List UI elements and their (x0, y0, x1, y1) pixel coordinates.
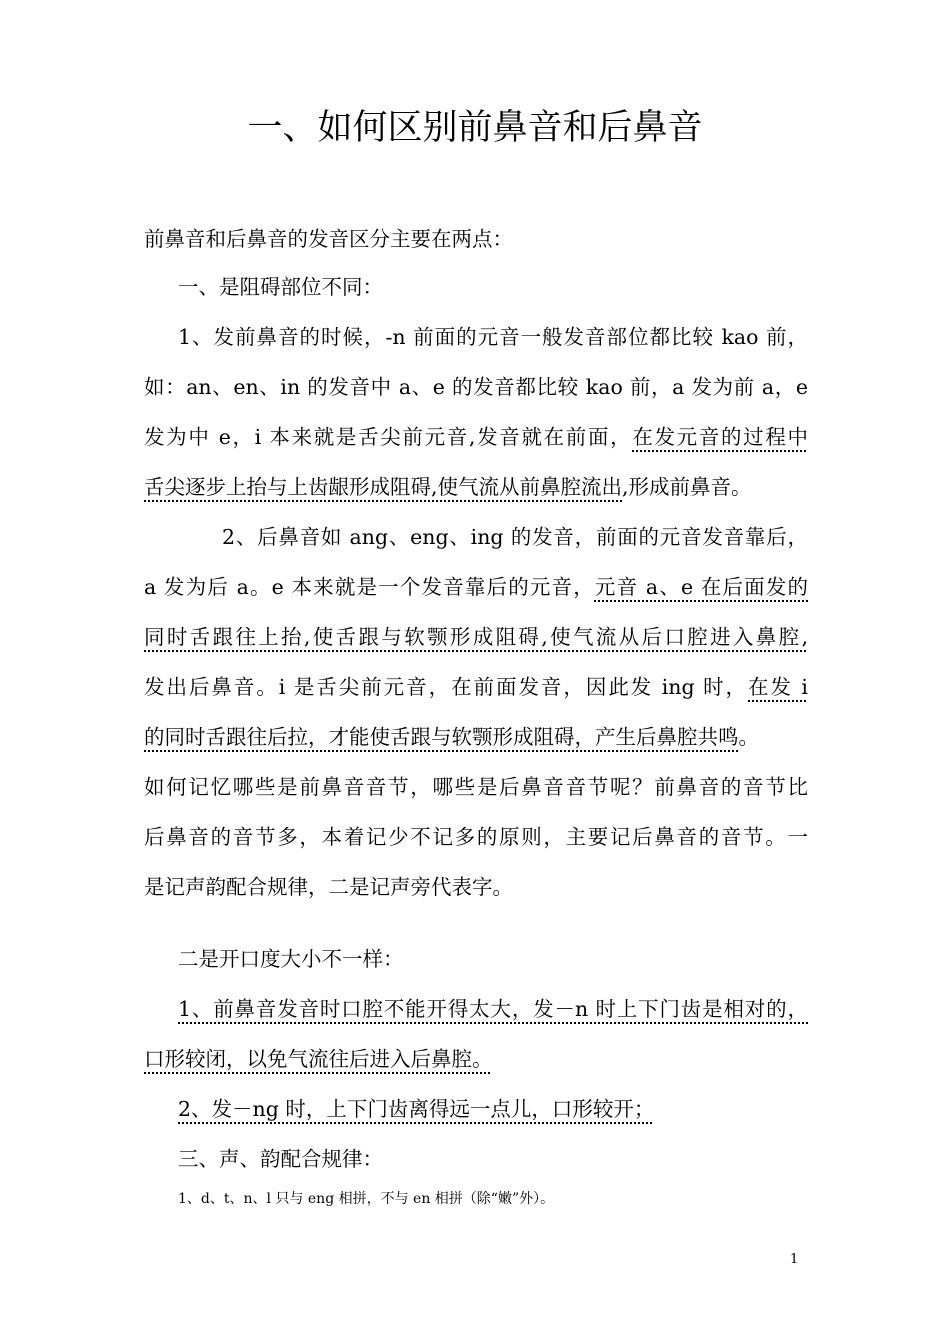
text-line (144, 822, 808, 852)
underlined-text: 口形较闭，以免气流往后进入后鼻腔。 (144, 1047, 493, 1071)
text-line (144, 572, 808, 602)
text-segment: 1、发前鼻音的时候，-n 前面的元音一般发音部位都比较 kao 前， (178, 325, 808, 349)
text-segment: 是记声韵配合规律，二是记声旁代表字。 (144, 875, 513, 899)
text-line (222, 522, 808, 552)
underlined-text: 2、发－ng 时，上下门齿离得远一点儿，口形较开； (178, 1097, 655, 1121)
text-segment: 三、声、韵配合规律： (178, 1147, 383, 1171)
underlined-text: 1、前鼻音发音时口腔不能开得太大，发－n 时上下门齿是相对的， (178, 997, 808, 1021)
text-line (144, 1044, 808, 1074)
text-segment: 。 (738, 725, 759, 749)
text-line (178, 1144, 808, 1174)
text-line (144, 622, 808, 652)
text-line (178, 272, 808, 302)
text-segment: 前鼻音和后鼻音的发音区分主要在两点： (144, 227, 513, 251)
page-number: 1 (790, 1252, 799, 1267)
text-line (178, 322, 808, 352)
text-segment: 发为中 e，i 本来就是舌尖前元音,发音就在前面， (144, 425, 633, 449)
text-segment: 如：an、en、in 的发音中 a、e 的发音都比较 kao 前，a 发为前 a，e (144, 375, 808, 399)
underlined-text: 的同时舌跟往后拉，才能使舌跟与软颚形成阻碍，产生后鼻腔共鸣 (144, 725, 739, 749)
text-line (144, 472, 808, 502)
underlined-text: 在发 i (748, 675, 808, 699)
text-line (178, 944, 808, 974)
text-line (144, 872, 808, 902)
underlined-text: 在发元音的过程中 (632, 425, 808, 449)
text-line (178, 1094, 808, 1124)
text-line (144, 722, 808, 752)
text-segment: ,形成前鼻音。 (622, 475, 752, 499)
text-line (144, 224, 808, 254)
text-line (144, 422, 808, 452)
underlined-text: 元音 a、e 在后面发的 (594, 575, 809, 599)
text-line (144, 772, 808, 802)
text-segment: a 发为后 a。e 本来就是一个发音靠后的元音， (144, 575, 595, 599)
text-segment: 2、后鼻音如 ang、eng、ing 的发音，前面的元音发音靠后， (222, 525, 808, 549)
text-segment: 如何记忆哪些是前鼻音音节，哪些是后鼻音音节呢？前鼻音的音节比 (144, 775, 808, 799)
text-line (144, 372, 808, 402)
text-line (144, 672, 808, 702)
text-segment: 二是开口度大小不一样： (178, 947, 404, 971)
underlined-text: 同时舌跟往上抬,使舌跟与软颚形成阻碍,使气流从后口腔进入鼻腔, (144, 625, 808, 649)
underlined-text: 舌尖逐步上抬与上齿龈形成阻碍,使气流从前鼻腔流出 (144, 475, 623, 499)
text-segment: 一、是阻碍部位不同： (178, 275, 383, 299)
text-line (178, 994, 808, 1024)
page-title: 一、如何区别前鼻音和后鼻音 (247, 108, 703, 148)
rule-line-small: 1、d、t、n、l 只与 eng 相拼，不与 en 相拼（除“嫩”外）。 (178, 1191, 555, 1207)
text-segment: 后鼻音的音节多，本着记少不记多的原则，主要记后鼻音的音节。一 (144, 825, 808, 849)
text-segment: 发出后鼻音。i 是舌尖前元音，在前面发音，因此发 ing 时， (144, 675, 749, 699)
